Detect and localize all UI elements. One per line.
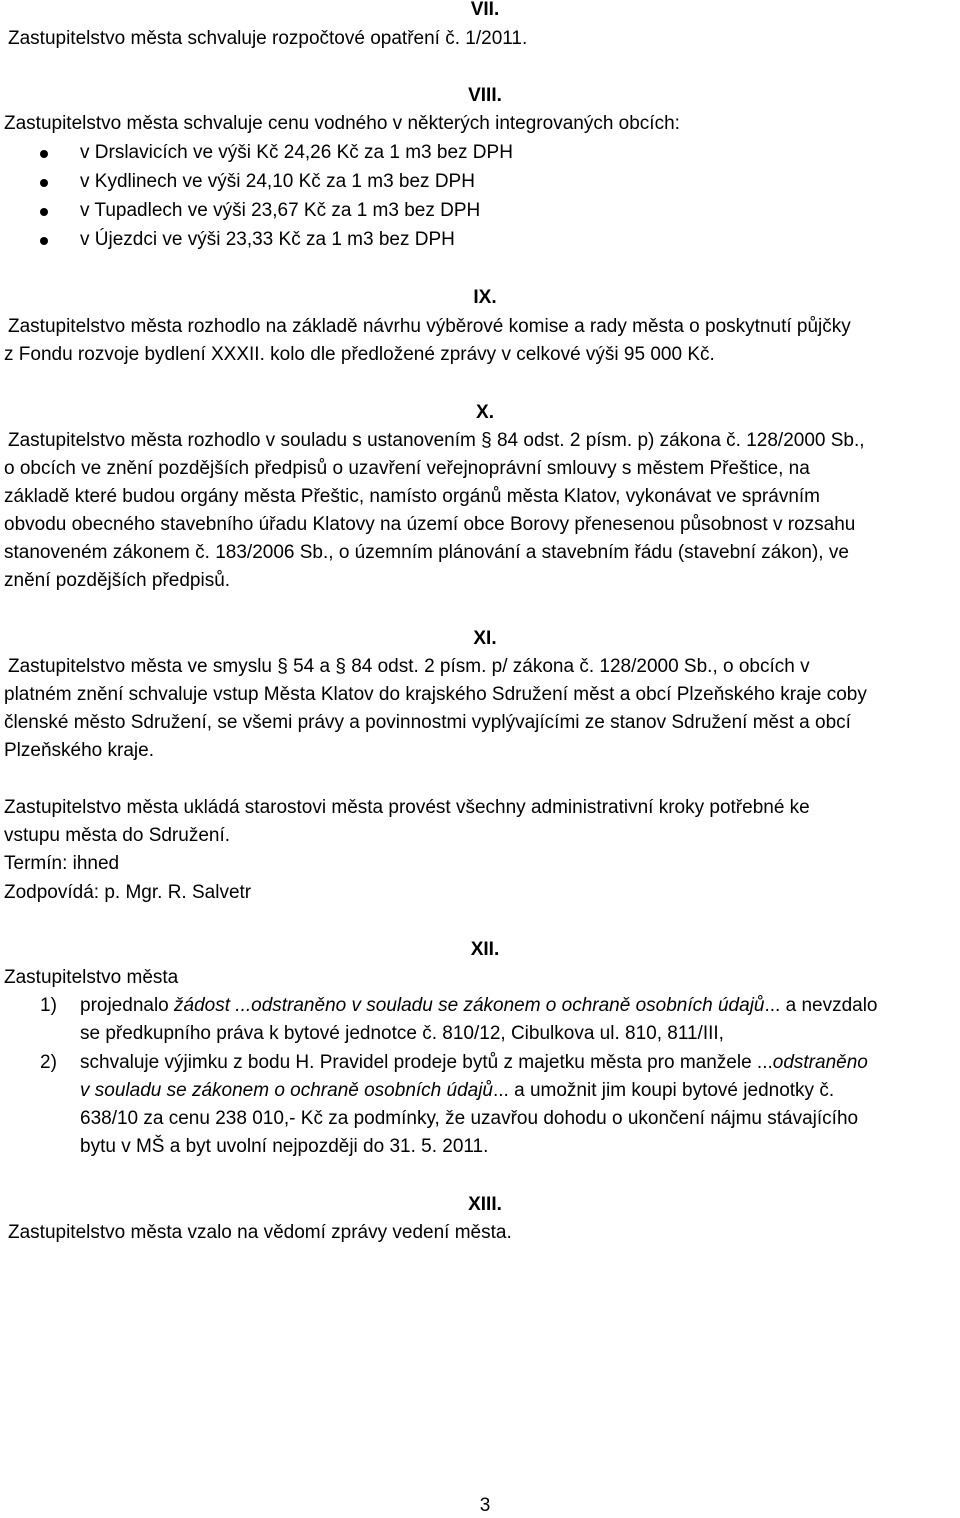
bullet-icon [40, 150, 48, 158]
list-item: v Tupadlech ve výši 23,67 Kč za 1 m3 bez DPH [80, 200, 481, 221]
bullet-icon [40, 208, 48, 216]
section-x-line: znění pozdějších předpisů. [4, 570, 231, 591]
item2-text-a: schvaluje výjimku z bodu H. Pravidel prodeje bytů z majetku města pro manžele ... [80, 1052, 773, 1073]
section-xi-line: členské město Sdružení, se všemi právy a povinnostmi vyplývajícími ze stanov Sdružení měst a obcí [4, 712, 851, 733]
section-heading-vii: VII. [470, 0, 500, 20]
section-x-line: o obcích ve znění pozdějších předpisů o uzavření veřejnoprávní smlouvy s městem Přeštice, na [4, 458, 810, 479]
section-viii-intro: Zastupitelstvo města schvaluje cenu vodného v některých integrovaných obcích: [4, 113, 680, 134]
item2-redacted-text-a: odstraněno [772, 1052, 868, 1073]
section-xii-item2-line3: 638/10 za cenu 238 010,- Kč za podmínky, že uzavřou dohodu o ukončení nájmu stávajícího [80, 1108, 859, 1129]
section-heading-xii: XII. [470, 939, 500, 960]
item2-text-b: ... a umožnit jim koupi bytové jednotky č. [493, 1080, 835, 1101]
item1-redacted-text: žádost ...odstraněno v souladu se zákonem o ochraně osobních údajů [174, 995, 765, 1016]
item2-redacted-text-b: v souladu se zákonem o ochraně osobních údajů [80, 1080, 493, 1101]
bullet-icon [40, 237, 48, 245]
section-xi-line: Zastupitelstvo města ve smyslu § 54 a § 84 odst. 2 písm. p/ zákona č. 128/2000 Sb., o obcích v [8, 656, 810, 677]
item-number: 2) [40, 1052, 57, 1073]
section-xii-item1-line1 [80, 994, 878, 1018]
section-xi-task-line: Zastupitelstvo města ukládá starostovi města provést všechny administrativní kroky potřebné ke [4, 797, 810, 818]
item1-text-c: ... a nevzdalo [764, 995, 878, 1016]
section-xi-line: Plzeňského kraje. [4, 740, 154, 761]
section-heading-xiii: XIII. [468, 1194, 502, 1215]
section-ix-line: Zastupitelstvo města rozhodlo na základě návrhu výběrové komise a rady města o poskytnutí půjčky [8, 316, 851, 337]
section-x-line: základě které budou orgány města Přeštic, namísto orgánů města Klatov, vykonávat ve správním [4, 486, 820, 507]
section-xii-item2-line4: bytu v MŠ a byt uvolní nejpozději do 31. 5. 2011. [80, 1136, 489, 1157]
section-xi-task-line: vstupu města do Sdružení. [4, 825, 231, 846]
section-x-line: stanoveném zákonem č. 183/2006 Sb., o územním plánování a stavebním řádu (stavební zákon), ve [4, 542, 849, 563]
section-heading-viii: VIII. [468, 85, 502, 106]
section-xii-item1-line2: se předkupního práva k bytové jednotce č. 810/12, Cibulkova ul. 810, 811/III, [80, 1023, 724, 1044]
bullet-icon [40, 179, 48, 187]
section-vii-text: Zastupitelstvo města schvaluje rozpočtové opatření č. 1/2011. [8, 28, 528, 49]
section-xi-deadline: Termín: ihned [4, 853, 120, 874]
section-x-line: obvodu obecného stavebního úřadu Klatovy na území obce Borovy přenesenou působnost v rozsahu [4, 514, 856, 535]
section-xii-intro: Zastupitelstvo města [4, 967, 179, 988]
list-item: v Újezdci ve výši 23,33 Kč za 1 m3 bez DPH [80, 229, 455, 250]
section-xi-line: platném znění schvaluje vstup Města Klatov do krajského Sdružení měst a obcí Plzeňského kraje coby [4, 684, 867, 705]
section-xi-responsible: Zodpovídá: p. Mgr. R. Salvetr [4, 882, 252, 903]
section-heading-xi: XI. [473, 628, 497, 649]
list-item: v Drslavicích ve výši Kč 24,26 Kč za 1 m3 bez DPH [80, 142, 513, 163]
page-number: 3 [479, 1495, 491, 1516]
section-heading-x: X. [476, 402, 494, 423]
list-item: v Kydlinech ve výši 24,10 Kč za 1 m3 bez DPH [80, 171, 475, 192]
section-ix-line: z Fondu rozvoje bydlení XXXII. kolo dle předložené zprávy v celkové výši 95 000 Kč. [4, 344, 715, 365]
item1-text-a: projednalo [80, 995, 175, 1016]
section-xii-item2-line1 [80, 1051, 868, 1075]
section-xiii-text: Zastupitelstvo města vzalo na vědomí zprávy vedení města. [8, 1222, 512, 1243]
item-number: 1) [40, 995, 57, 1016]
section-x-line: Zastupitelstvo města rozhodlo v souladu s ustanovením § 84 odst. 2 písm. p) zákona č. 128/2000 Sb., [8, 430, 865, 451]
section-xii-item2-line2 [80, 1079, 834, 1103]
section-heading-ix: IX. [473, 287, 497, 308]
